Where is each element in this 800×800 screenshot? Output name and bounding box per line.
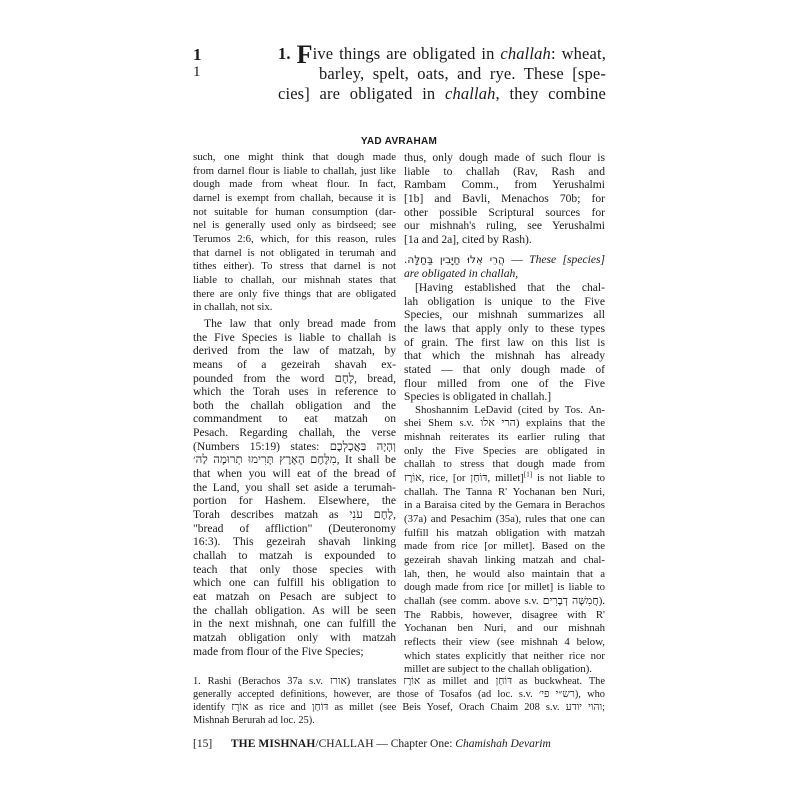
mishnah-line-3: cies] are obligated in challah, they combine [278, 84, 606, 103]
commentary-paragraph: such, one might think that dough made from darnel flour is liable to challah, just like dough made from wheat flour. In fact, darnel is exempt from challah, because it is not suitable for human consumption (dar- nel is generally used only as birdseed; see Terumos 2:6, which, for this reason, rules that darnel is not obligated in terumah and tithes either). To stress that darnel is not liable to challah, our mishnah states that there are only five things that are obligated in challah, not six. [193, 151, 396, 314]
section-heading: YAD AVRAHAM [360, 136, 438, 147]
commentary-paragraph: thus, only dough made of such flour is liable to challah (Rav, Rash and Rambam Comm., from Yerushalmi [1b] and Bavli, Menachos 70b; for other possible Scriptural sources for our mishnah's ruling, see Yerushalmi [1a and 2a], cited by Rash). [404, 151, 605, 246]
footnote-line: identify אוֹרֶז as rice and דּוֹחַן as millet (see Beis Yosef, Orach Chaim 208 s.v. והוי יודע; [193, 702, 605, 713]
footnote-line: generally accepted definitions, however, are those of Tosafos (ad loc. s.v. רש״י פי׳), who [193, 689, 605, 700]
commentary-paragraph: The law that only bread made from the Five Species is liable to challah is derived from the law of matzah, by means of a gezeirah shavah ex- pounded from the word לֶחֶם, bread, which the Torah uses in reference to both the challah obligation and the commandment to eat matzah on Pesach. Regarding challah, the verse (Numbers 15:19) states: וְהָיָה בַּאֲכָלְכֶם מִלֶּחֶם הָאָרֶץ תָּרִימוּ תְרוּמָה לַה׳, It shall be that when you will eat of the bread of the Land, you shall set aside a terumah- portion for Hashem. Elsewhere, the Torah describes matzah as לֶחֶם עֹנִי, "bread of affliction" (Deuteronomy 16:3). This gezeirah shavah linking challah to matzah is expounded to teach that only those species with which one can fulfill his obligation to eat matzah on Pesach are subject to the challah obligation. As will be seen in the next mishnah, one can fulfill the matzah obligation only with matzah made from flour of the Five Species; [193, 316, 397, 658]
lemma-hebrew: הֲרֵי אֵלוּ חַיָּבִין בַּחַלָּה. [404, 253, 505, 266]
mishnah-number: 1 [193, 64, 201, 80]
commentary-paragraph: [Having established that the chal- lah obligation is unique to the Five Species, our mishnah summarizes all the laws that apply only to these types of grain. The first law on this list is that which the mishnah has already stated — that only dough made of flour milled from one of the Five Species is obligated in challah.] [404, 280, 605, 404]
chapter-name: Chamishah Devarim [455, 738, 551, 750]
mishnah-line-1: 1. Five things are obligated in challah: wheat, [278, 40, 606, 69]
mishnah-line-2: barley, spelt, oats, and rye. These [spe- [319, 64, 606, 83]
running-subtitle: /CHALLAH — Chapter One: [315, 738, 456, 750]
footnotes [193, 675, 605, 727]
commentary-left-column [193, 151, 396, 658]
footnote-line: 1. Rashi (Berachos 37a s.v. אורז) translates אוֹרֶז as millet and דּוֹחַן as buckwheat. The [193, 676, 605, 687]
lemma: הֲרֵי אֵלוּ חַיָּבִין בַּחַלָּה. — These [species] are obligated in challah, [404, 252, 606, 281]
page-footer [193, 738, 551, 750]
footnote-ref[interactable]: [1] [523, 470, 533, 479]
page-number: [15] [193, 738, 213, 750]
commentary-paragraph: Shoshannim LeDavid (cited by Tos. An- shei Shem s.v. הרי אלו) explains that the mishnah reiterates its earlier ruling that only the Five Species are obligated in challah to stress that dough made from אוֹרֶז, rice, [or דּוֹחַן, millet][1] is not liable to challah. The Tanna R' Yochanan ben Nuri, in a Baraisa cited by the Gemara in Berachos (37a) and Pesachim (35a), rules that one can fulfill his matzah obligation with matzah made from rice [or millet]. Based on the gezeirah shavah linking matzah and chal- lah, then, he would also maintain that a dough made from rice [or millet] is liable to challah (see comm. above s.v. חֲמִשָּׁה דְבָרִים). The Rabbis, however, disagree with R' Yochanan ben Nuri, and our mishnah reflects their view (see mishnah 4 below, which states explicitly that neither rice nor millet are subject to the challah obligation). [404, 403, 605, 676]
footnote-line: Mishnah Berurah ad loc. 25). [193, 715, 315, 726]
commentary-right-column [404, 151, 605, 677]
chapter-number: 1 [193, 45, 202, 64]
drop-cap: F [296, 40, 313, 69]
mishnah-text [278, 40, 606, 104]
running-title: THE MISHNAH [230, 738, 316, 750]
